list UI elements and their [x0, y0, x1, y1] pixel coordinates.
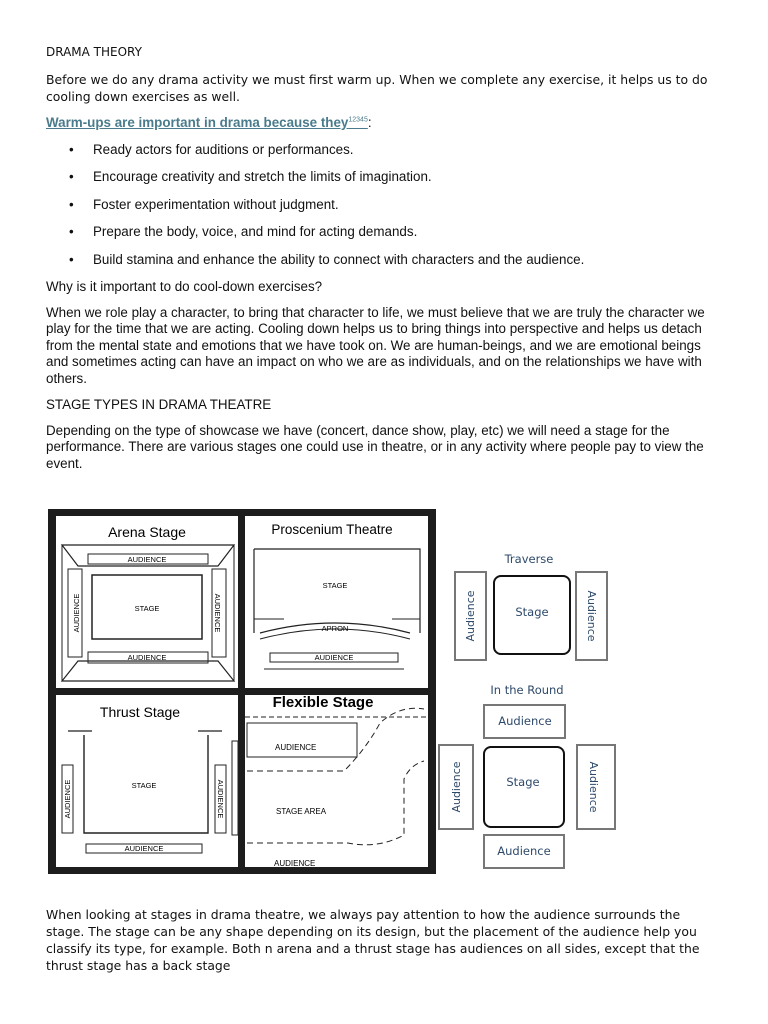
- arena-audience-top: AUDIENCE: [127, 555, 167, 564]
- warmups-colon: :: [367, 115, 372, 130]
- proscenium-title: Proscenium Theatre: [271, 522, 393, 537]
- round-audience-left: Audience: [450, 761, 463, 813]
- cooldown-question: Why is it important to do cool-down exercises?: [46, 279, 323, 294]
- bullet-icon: •: [69, 142, 74, 157]
- list-item-text: Prepare the body, voice, and mind for acting demands.: [93, 224, 418, 240]
- warmups-footnote-ref: 12345: [348, 116, 368, 124]
- traverse-audience-right: Audience: [585, 590, 598, 642]
- cooldown-paragraph: When we role play a character, to bring that character to life, we must believe that we are truly the character we play for the time that we are acting. Cooling down helps us to bring things into perspective and helps us detach from the mental state and emotions that we have took on. We are human-beings, and we are emotional beings and sometimes acting can have an impact on who we are as individuals, and on the relationships we have with others.: [46, 305, 705, 386]
- list-item-text: Build stamina and enhance the ability to connect with characters and the audience.: [93, 251, 585, 267]
- traverse-round-diagrams: [436, 540, 626, 870]
- traverse-stage-label: Stage: [515, 605, 549, 619]
- proscenium-apron-label: APRON: [321, 624, 349, 633]
- flexible-stage-area-label: STAGE AREA: [276, 807, 327, 816]
- warmups-list: [46, 141, 714, 278]
- warmups-heading: [46, 115, 714, 130]
- list-item: [46, 141, 714, 168]
- thrust-title: Thrust Stage: [99, 704, 181, 720]
- list-item: [46, 223, 714, 250]
- stage-types-figure: [48, 509, 436, 874]
- intro-paragraph: Before we do any drama activity we must first warm up. When we complete any exercise, it helps us to do cooling down exercises as well.: [46, 72, 708, 104]
- bullet-icon: •: [69, 224, 74, 240]
- list-item: [46, 251, 714, 278]
- round-audience-right: Audience: [587, 761, 600, 813]
- round-audience-bottom: Audience: [497, 844, 551, 858]
- bullet-icon: •: [69, 169, 74, 185]
- closing-paragraph: When looking at stages in drama theatre, we always pay attention to how the audience surrounds the stage. The stage can be any shape depending on its design, but the placement of the audience help you classify its type, for example. Both n arena and a thrust stage has audiences on all sides, except that the thrust stage has a back stage: [46, 907, 700, 973]
- stage-types-heading: STAGE TYPES IN DRAMA THEATRE: [46, 397, 272, 412]
- traverse-diagram: [455, 552, 607, 660]
- thrust-audience-right: AUDIENCE: [216, 779, 225, 819]
- stage-intro-paragraph: Depending on the type of showcase we have (concert, dance show, play, etc) we will need a stage for the performance. There are various stages one could use in theatre, or in any activity where people pay to view the event.: [46, 423, 704, 471]
- arena-audience-bottom: AUDIENCE: [127, 653, 167, 662]
- warmups-heading-text: Warm-ups are important in drama because they: [46, 115, 349, 130]
- list-item-text: Foster experimentation without judgment.: [93, 196, 339, 212]
- list-item-text: Encourage creativity and stretch the limits of imagination.: [93, 169, 432, 185]
- traverse-title: Traverse: [504, 552, 554, 566]
- thrust-stage-label: STAGE: [131, 781, 157, 790]
- bullet-icon: •: [69, 196, 74, 212]
- flexible-title: Flexible Stage: [272, 694, 374, 711]
- list-item: [46, 168, 714, 195]
- arena-stage-label: STAGE: [134, 604, 160, 613]
- flexible-audience-bottom: AUDIENCE: [274, 859, 316, 868]
- arena-title: Arena Stage: [108, 524, 186, 540]
- proscenium-stage-label: STAGE: [322, 581, 348, 590]
- list-item: [46, 196, 714, 223]
- traverse-audience-left: Audience: [464, 590, 477, 642]
- round-audience-top: Audience: [498, 714, 552, 728]
- flexible-audience-top: AUDIENCE: [275, 743, 317, 752]
- list-item-text: Ready actors for auditions or performances.: [93, 142, 354, 157]
- bullet-icon: •: [69, 251, 74, 267]
- arena-audience-right: AUDIENCE: [213, 593, 222, 633]
- document-title: DRAMA THEORY: [46, 45, 142, 59]
- in-the-round-diagram: [439, 683, 615, 868]
- round-stage-label: Stage: [506, 775, 540, 789]
- thrust-audience-left: AUDIENCE: [63, 779, 72, 819]
- arena-audience-left: AUDIENCE: [72, 593, 81, 633]
- round-title: In the Round: [490, 683, 564, 697]
- proscenium-audience-label: AUDIENCE: [314, 653, 354, 662]
- thrust-audience-bottom: AUDIENCE: [124, 844, 164, 853]
